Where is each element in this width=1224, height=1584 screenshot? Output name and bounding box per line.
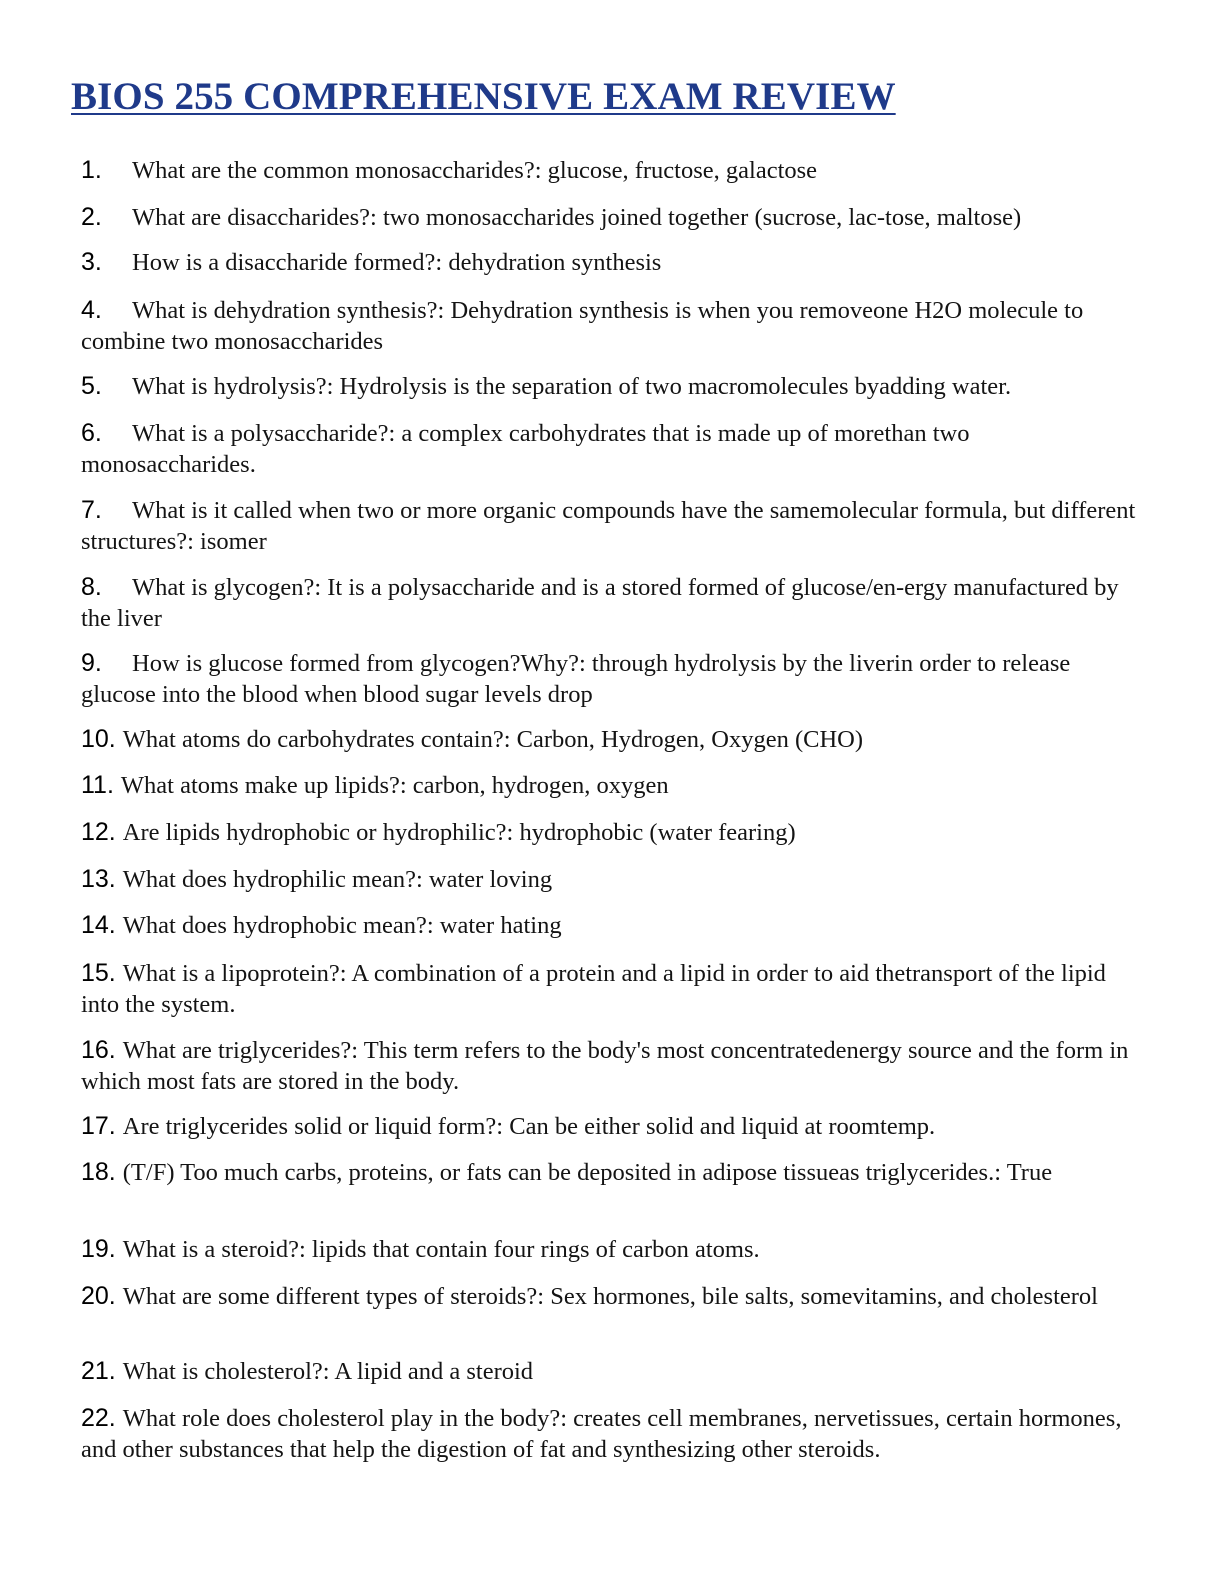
qa-text: Are triglycerides solid or liquid form?: Can be either solid and liquid at roomtemp. (122, 1113, 936, 1140)
qa-item-4 (81, 295, 1141, 357)
qa-number: 5. (81, 372, 102, 400)
qa-item-20 (81, 1281, 1141, 1312)
qa-number: 12. (81, 818, 116, 846)
qa-item-11 (81, 770, 1141, 801)
qa-text: What are the common monosaccharides?: glucose, fructose, galactose (132, 157, 818, 184)
qa-number: 20. (81, 1282, 116, 1310)
qa-text: What is a lipoprotein?: A combination of a protein and a lipid in order to aid thetransport of the lipid into the system. (81, 960, 1106, 1018)
qa-text: What is cholesterol?: A lipid and a steroid (122, 1358, 534, 1385)
qa-text: What are some different types of steroids?: Sex hormones, bile salts, somevitamins, and cholesterol (122, 1283, 1098, 1310)
qa-item-2 (81, 202, 1141, 233)
qa-text: What are disaccharides?: two monosaccharides joined together (sucrose, lac-tose, maltose) (132, 204, 1022, 231)
qa-number: 19. (81, 1235, 116, 1263)
qa-text: How is glucose formed from glycogen?Why?: through hydrolysis by the liverin order to release glucose into the blood when blood sugar levels drop (81, 650, 1071, 708)
qa-text: What does hydrophilic mean?: water loving (122, 866, 553, 893)
qa-number: 10. (81, 725, 116, 753)
qa-item-6 (81, 418, 1141, 480)
qa-item-8 (81, 572, 1141, 634)
qa-text: Are lipids hydrophobic or hydrophilic?: hydrophobic (water fearing) (122, 819, 796, 846)
qa-number: 15. (81, 959, 116, 987)
qa-item-14 (81, 910, 1141, 941)
qa-number: 21. (81, 1357, 116, 1385)
qa-number: 3. (81, 248, 102, 276)
qa-number: 2. (81, 203, 102, 231)
qa-number: 11. (81, 771, 114, 799)
qa-item-21 (81, 1356, 1141, 1387)
qa-number: 14. (81, 911, 116, 939)
qa-text: What are triglycerides?: This term refers to the body's most concentratedenergy source and the form in which most fats are stored in the body. (81, 1037, 1129, 1095)
qa-text: What is dehydration synthesis?: Dehydration synthesis is when you removeone H2O molecule to combine two monosaccharides (81, 297, 1084, 355)
qa-number: 22. (81, 1404, 116, 1432)
qa-text: How is a disaccharide formed?: dehydration synthesis (132, 249, 662, 276)
qa-text: (T/F) Too much carbs, proteins, or fats can be deposited in adipose tissueas triglycerides.: True (122, 1159, 1053, 1186)
qa-number: 13. (81, 865, 116, 893)
qa-number: 4. (81, 296, 102, 324)
qa-number: 16. (81, 1036, 116, 1064)
qa-item-5 (81, 371, 1141, 402)
qa-item-13 (81, 864, 1141, 895)
qa-item-15 (81, 958, 1141, 1020)
qa-item-9 (81, 648, 1141, 710)
qa-item-18 (81, 1157, 1141, 1188)
qa-text: What atoms make up lipids?: carbon, hydrogen, oxygen (120, 772, 669, 799)
qa-number: 1. (81, 156, 102, 184)
qa-text: What is it called when two or more organic compounds have the samemolecular formula, but different structures?: isomer (81, 497, 1136, 555)
qa-number: 6. (81, 419, 102, 447)
qa-text: What role does cholesterol play in the body?: creates cell membranes, nervetissues, certain hormones, and other substances that help the digestion of fat and synthesizing other steroids. (81, 1405, 1122, 1463)
qa-text: What is a polysaccharide?: a complex carbohydrates that is made up of morethan two monosaccharides. (81, 420, 970, 478)
qa-number: 7. (81, 496, 102, 524)
qa-text: What is a steroid?: lipids that contain four rings of carbon atoms. (122, 1236, 760, 1263)
qa-item-7 (81, 495, 1141, 557)
qa-item-12 (81, 817, 1141, 848)
qa-text: What is glycogen?: It is a polysaccharide and is a stored formed of glucose/en-ergy manufactured by the liver (81, 574, 1119, 632)
qa-item-19 (81, 1234, 1141, 1265)
qa-item-10 (81, 724, 1141, 755)
qa-item-17 (81, 1111, 1141, 1142)
qa-text: What is hydrolysis?: Hydrolysis is the separation of two macromolecules byadding water. (132, 373, 1012, 400)
qa-item-16 (81, 1035, 1141, 1097)
qa-item-1 (81, 155, 1141, 186)
qa-item-22 (81, 1403, 1141, 1465)
qa-number: 9. (81, 649, 102, 677)
qa-number: 8. (81, 573, 102, 601)
document-title: BIOS 255 COMPREHENSIVE EXAM REVIEW (71, 75, 896, 118)
qa-item-3 (81, 247, 1141, 278)
qa-text: What does hydrophobic mean?: water hating (122, 912, 562, 939)
qa-text: What atoms do carbohydrates contain?: Carbon, Hydrogen, Oxygen (CHO) (122, 726, 864, 753)
qa-number: 18. (81, 1158, 116, 1186)
qa-number: 17. (81, 1112, 116, 1140)
